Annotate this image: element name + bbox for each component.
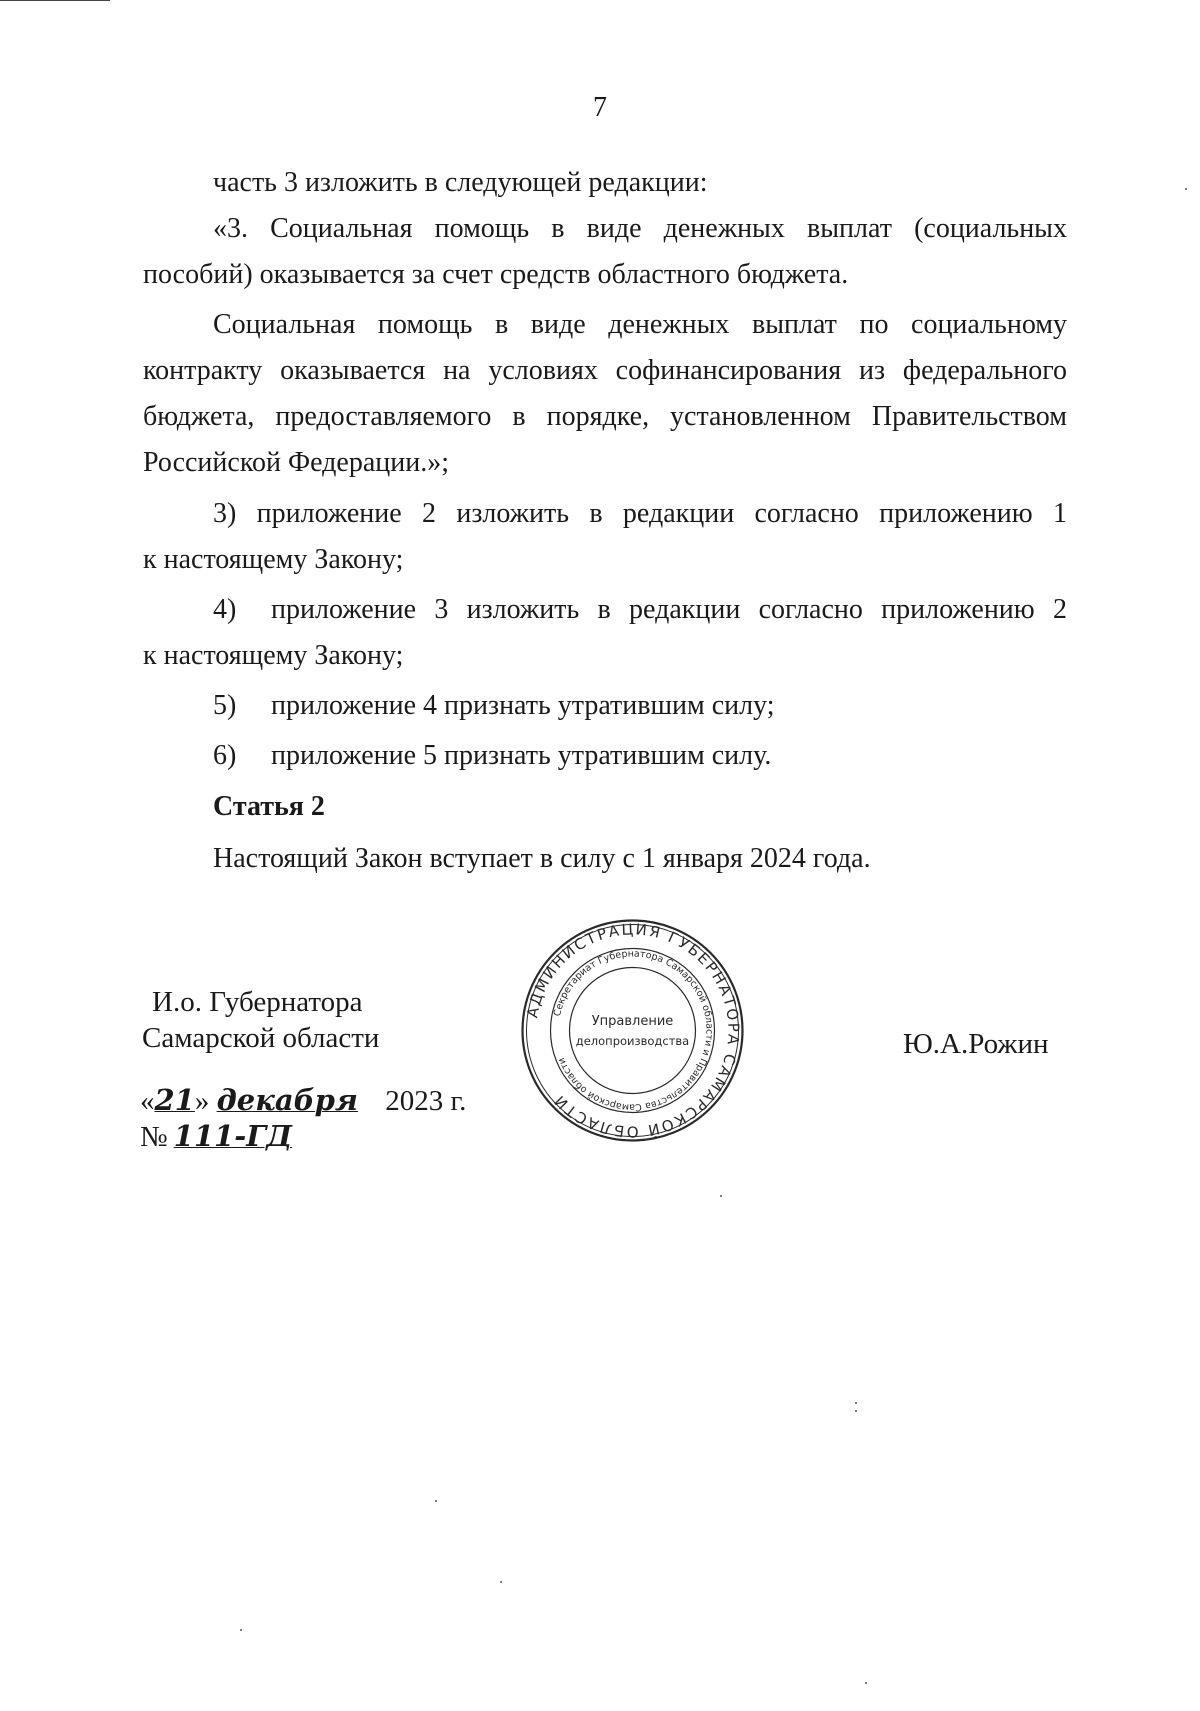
scan-speck (240, 1629, 242, 1631)
list-item-6-number: 6) (213, 740, 237, 771)
list-item-4 (143, 587, 1067, 633)
date-month: декабря (216, 1083, 358, 1117)
signatory-title-line-1: И.о. Губернатора (152, 986, 363, 1018)
list-item-6-text: приложение 5 признать утратившим силу. (271, 740, 772, 771)
list-item-3 (143, 491, 1067, 537)
date-quote-open: « (140, 1085, 155, 1117)
signatory-name: Ю.А.Рожин (903, 1028, 1049, 1060)
law-number-label: № (140, 1121, 168, 1153)
paragraph-social-line-1: Социальная помощь в виде денежных выплат по социальному (213, 309, 1067, 340)
signing-date (140, 1082, 466, 1119)
paragraph-social-line-2: контракту оказывается на условиях софинансирования из федерального (143, 355, 1067, 386)
scan-speck (1185, 188, 1187, 190)
seal-center-line-2: делопроизводства (575, 1034, 690, 1048)
list-item-5-text: приложение 4 признать утратившим силу; (271, 690, 775, 721)
scan-speck (865, 1682, 867, 1684)
scan-speck (720, 1195, 722, 1197)
date-quote-close: » (194, 1085, 210, 1117)
list-item-4-number: 4) (213, 594, 237, 625)
list-item-4-continuation: к настоящему Закону; (143, 640, 404, 671)
scan-speck (855, 1410, 857, 1412)
list-item-4-text: приложение 3 изложить в редакции согласно приложению 2 (271, 594, 1067, 625)
list-item-3-number: 3) (213, 498, 237, 529)
article-2-heading: Статья 2 (213, 791, 325, 822)
date-suffix: г. (450, 1085, 467, 1117)
list-item-6 (143, 733, 1067, 779)
scan-speck (500, 1581, 502, 1583)
seal-inner-text: Секретариат Губернатора Самарской области и Правительства Самарской области (551, 948, 715, 1113)
list-item-5-number: 5) (213, 690, 237, 721)
scan-speck (855, 1402, 857, 1404)
law-number (140, 1118, 308, 1155)
scan-speck (435, 1500, 437, 1502)
page-number: 7 (593, 92, 607, 123)
date-day: 21 (154, 1083, 195, 1117)
list-item-5 (143, 683, 1067, 729)
seal-outer-text: АДМИНИСТРАЦИЯ ГУБЕРНАТОРА САМАРСКОЙ ОБЛАСТИ (523, 920, 743, 1141)
list-item-3-text: приложение 2 изложить в редакции согласно приложению 1 (256, 498, 1067, 529)
law-number-value: 111-ГД (173, 1119, 293, 1153)
official-seal (520, 918, 745, 1143)
paragraph-intro: часть 3 изложить в следующей редакции: (213, 167, 708, 198)
scan-edge-line (0, 0, 110, 1)
date-year: 2023 (385, 1085, 444, 1117)
paragraph-quote-line-1: «3. Социальная помощь в виде денежных выплат (социальных (213, 213, 1067, 244)
seal-inner-ring (570, 968, 696, 1094)
paragraph-social-line-4: Российской Федерации.»; (143, 447, 450, 478)
seal-center-line-1: Управление (591, 1014, 674, 1029)
paragraph-social-line-3: бюджета, предоставляемого в порядке, установленном Правительством (143, 401, 1067, 432)
paragraph-quote-line-2: пособий) оказывается за счет средств областного бюджета. (143, 259, 849, 290)
signatory-title-line-2: Самарской области (142, 1022, 380, 1054)
list-item-3-continuation: к настоящему Закону; (143, 544, 404, 575)
article-2-text: Настоящий Закон вступает в силу с 1 января 2024 года. (213, 843, 871, 874)
